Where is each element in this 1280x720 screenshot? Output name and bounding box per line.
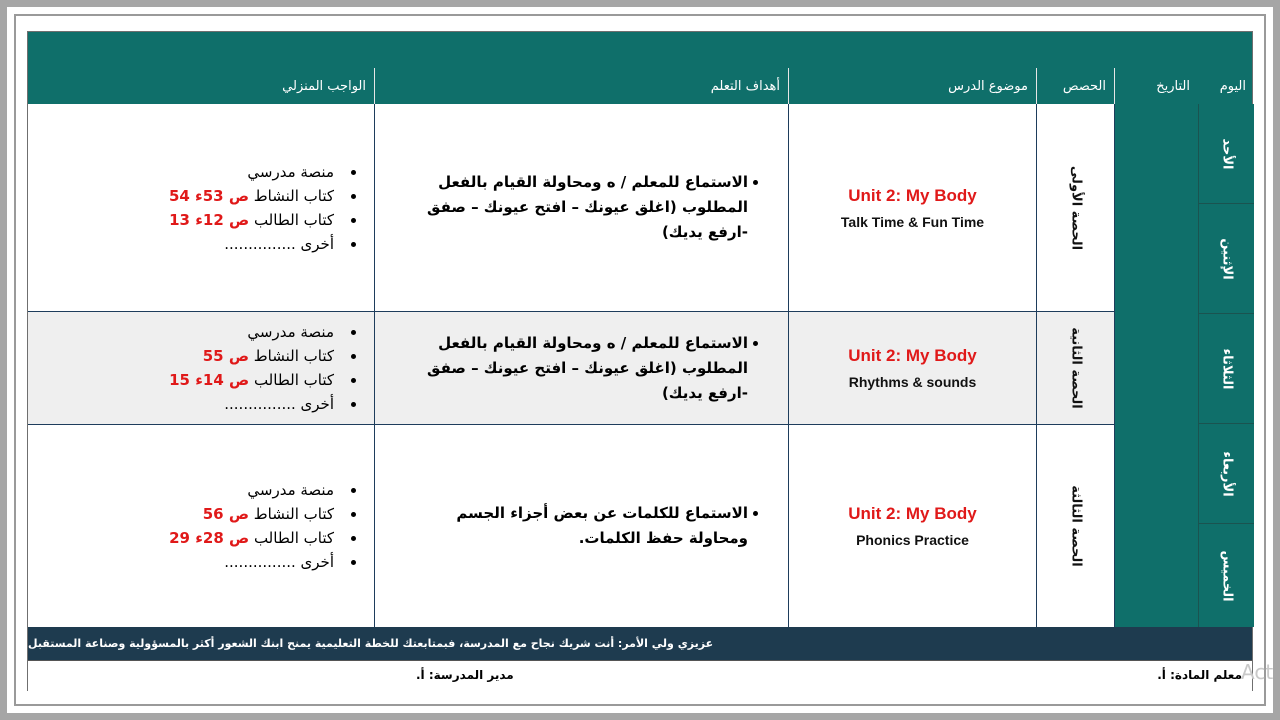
hw-other-text: أخرى ............... — [224, 234, 334, 253]
header-date: التاريخ — [1114, 68, 1198, 104]
goals-cell — [374, 312, 788, 424]
hw-activity — [48, 344, 362, 368]
hw-student-label: كتاب الطالب — [253, 529, 334, 547]
day-wednesday — [1198, 424, 1254, 524]
day-label: الخميس — [1219, 549, 1234, 602]
hw-student-pages: ص 14ء 15 — [169, 371, 250, 389]
hw-platform — [48, 320, 362, 344]
principal-signature: مدير المدرسة: أ. — [416, 668, 514, 682]
hw-other — [48, 550, 362, 574]
topic-title: Unit 2: My Body — [848, 504, 977, 523]
table-row — [28, 104, 1114, 312]
topic-subtitle: Phonics Practice — [856, 532, 969, 548]
goal-item: الاستماع للمعلم / ه ومحاولة القيام بالفعل المطلوب (اغلق عيونك – افتح عيونك – صفق -ارفع يديك) — [395, 170, 788, 245]
topic-cell — [788, 312, 1036, 424]
header-periods: الحصص — [1036, 68, 1114, 104]
goal-item: الاستماع للكلمات عن بعض أجزاء الجسم ومحاولة حفظ الكلمات. — [395, 501, 788, 551]
goals-cell — [374, 104, 788, 311]
header-row — [28, 68, 1252, 104]
header-day: اليوم — [1219, 78, 1246, 94]
homework-cell — [28, 425, 374, 627]
hw-other — [48, 392, 362, 416]
hw-student — [48, 526, 362, 550]
topic-title: Unit 2: My Body — [848, 185, 977, 205]
hw-activity-label: كتاب النشاط — [253, 186, 334, 205]
topic-cell — [788, 425, 1036, 627]
hw-student-pages: ص 28ء 29 — [169, 529, 250, 547]
activation-watermark: Act — [1241, 660, 1274, 684]
day-label: الأربعاء — [1219, 450, 1234, 497]
day-monday — [1198, 204, 1254, 314]
day-label: الأحد — [1219, 137, 1234, 170]
period-cell — [1036, 425, 1114, 627]
header-homework: الواجب المنزلي — [282, 78, 366, 94]
hw-other-text: أخرى ............... — [224, 395, 334, 413]
hw-student — [48, 208, 362, 232]
top-band — [28, 32, 1252, 68]
hw-activity-pages: ص 55 — [202, 347, 249, 365]
hw-student-pages: ص 12ء 13 — [169, 210, 250, 229]
topic-subtitle: Talk Time & Fun Time — [840, 213, 985, 230]
homework-cell — [28, 104, 374, 311]
weekly-plan-sheet — [27, 31, 1274, 691]
hw-other-text: أخرى ............... — [224, 553, 334, 571]
parent-message-band — [28, 627, 1252, 660]
day-sunday — [1198, 104, 1254, 204]
hw-student-label: كتاب الطالب — [253, 210, 334, 229]
hw-student — [48, 368, 362, 392]
hw-platform-text: منصة مدرسي — [247, 162, 334, 181]
table-row — [28, 312, 1114, 425]
goal-item: الاستماع للمعلم / ه ومحاولة القيام بالفعل المطلوب (اغلق عيونك – افتح عيونك – صفق -ارفع يديك) — [395, 331, 788, 406]
day-thursday — [1198, 524, 1254, 627]
period-cell — [1036, 104, 1114, 311]
day-tuesday — [1198, 314, 1254, 424]
teacher-signature: معلم المادة: أ. — [1157, 668, 1242, 682]
header-goals: أهداف التعلم — [374, 68, 788, 104]
header-topic: موضوع الدرس — [788, 68, 1036, 104]
signature-row — [28, 660, 1252, 692]
topic-title: Unit 2: My Body — [848, 346, 977, 365]
hw-student-label: كتاب الطالب — [253, 371, 334, 389]
hw-activity-label: كتاب النشاط — [253, 347, 334, 365]
hw-platform — [48, 160, 362, 184]
hw-platform — [48, 478, 362, 502]
hw-activity — [48, 184, 362, 208]
day-label: الإثنين — [1219, 237, 1234, 280]
hw-platform-text: منصة مدرسي — [247, 323, 334, 341]
hw-activity-label: كتاب النشاط — [253, 505, 334, 523]
parent-message: عزيزي ولي الأمر: أنت شريك نجاح مع المدرسة، فبمتابعتك للخطة التعليمية يمنح ابنك الشعور أكثر بالمسؤولية وصناعة المستقبل — [28, 637, 714, 650]
date-column — [1114, 104, 1198, 627]
hw-activity-pages: ص 53ء 54 — [168, 186, 249, 205]
topic-cell — [788, 104, 1036, 311]
period-cell — [1036, 312, 1114, 424]
homework-cell — [28, 312, 374, 424]
day-column — [1198, 104, 1254, 627]
period-label: الحصة الأولى — [1068, 165, 1083, 250]
hw-other — [48, 232, 362, 256]
hw-activity — [48, 502, 362, 526]
day-label: الثلاثاء — [1219, 348, 1234, 389]
goals-cell — [374, 425, 788, 627]
topic-subtitle: Rhythms & sounds — [848, 374, 977, 390]
period-label: الحصة الثالثة — [1068, 485, 1083, 567]
table-row — [28, 425, 1114, 627]
hw-activity-pages: ص 56 — [202, 505, 249, 523]
period-label: الحصة الثانية — [1068, 327, 1083, 409]
hw-platform-text: منصة مدرسي — [247, 481, 334, 499]
